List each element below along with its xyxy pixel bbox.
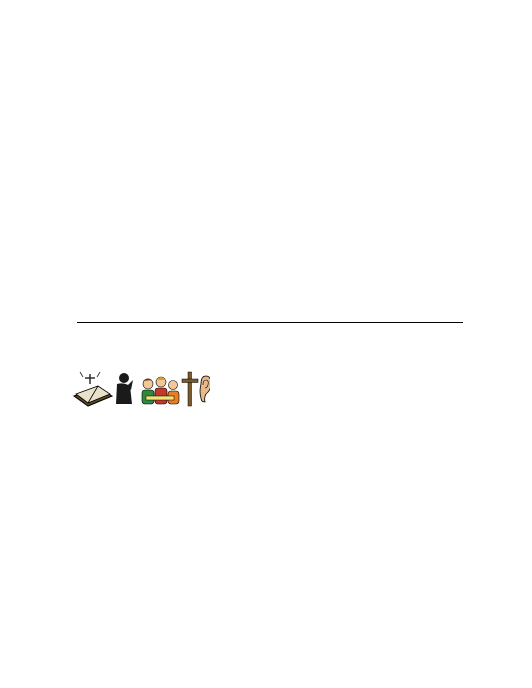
praying-figure-icon <box>116 373 133 404</box>
children-group-icon <box>142 377 179 404</box>
bible-book-icon <box>74 372 112 406</box>
section-divider <box>77 322 463 323</box>
activity-icons <box>72 370 210 410</box>
cross-icon <box>182 372 198 406</box>
ear-icon <box>200 376 210 402</box>
